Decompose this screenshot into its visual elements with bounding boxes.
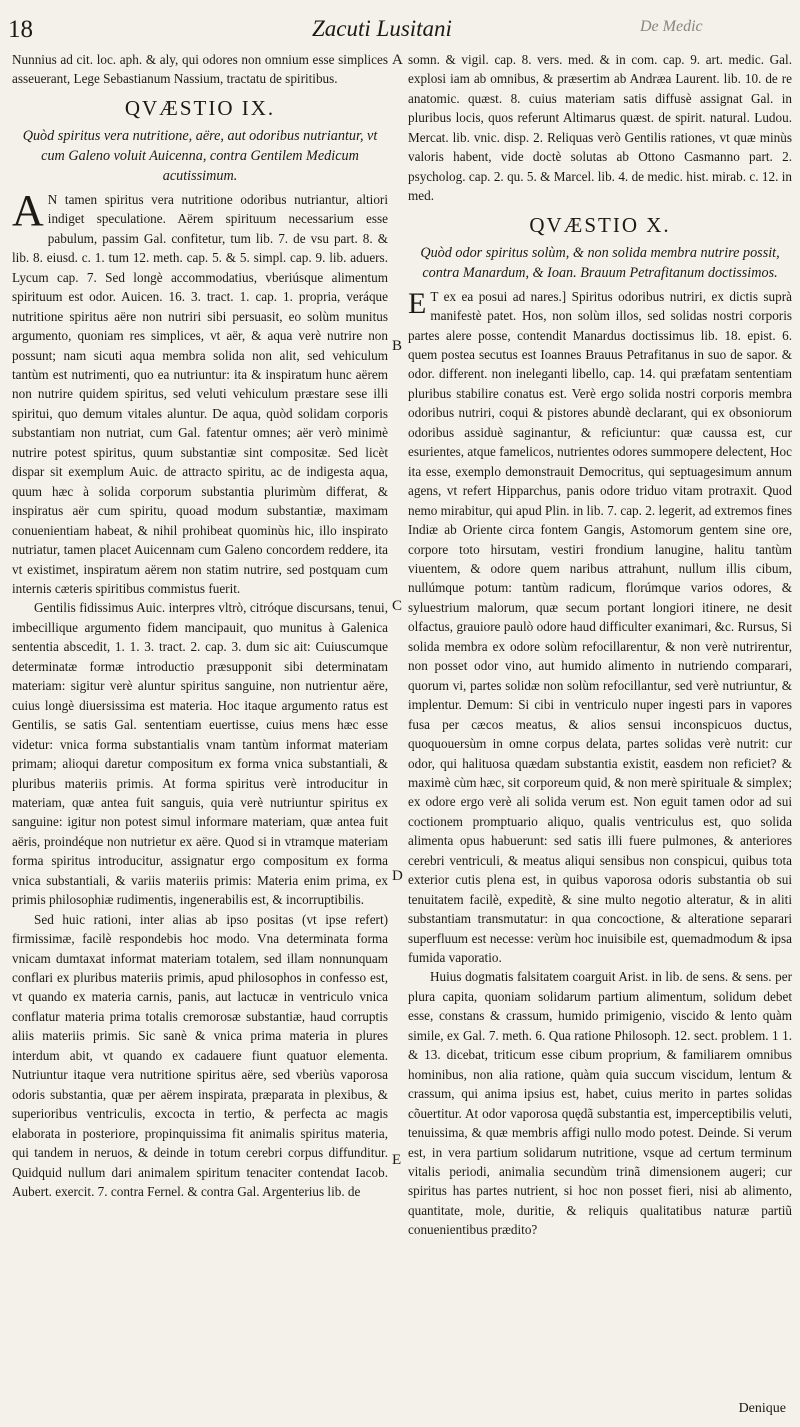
paragraph: Gentilis fidissimus Auic. interpres vltrò, citróque discursans, tenui, imbecillique argumento fidem mancipauit, quo munitus à Galenica sententia abscedit, 1. 1. 3. tract. 2. cap. 3. dum sic ait: Cuiuscumque determinatæ formæ introductio præsupponit sibi determinatam materiam: sigitur verè aluntur spiritus sanguine, non nutrientur aëre, cuius longè diuersissima est materia. Hoc itaque argumento ratus est Gentilis, se satis Gal. sententiam euertisse, cuius mens hæc esse videtur: vnica forma substantialis vnam tantùm informat materiam primam; alioqui daretur compositum ex forma vnica substantiali, & pluribus materiis primis. At forma spiritus verè introducitur in materiam, quæ antea fuit sanguis, quia verè nutriuntur spiritus ex sanguine: igitur non potest simul informare materiam, quæ antea fuit aëris, proindéque non nutrietur ex aëre. Quod si in vtramque materiam forma spiritus introducitur, assignatur ergo compositum ex forma vnica substantiali, & variis materiis primis: Materia enim prima, ex primis philosophiæ rudimentis, ingenerabilis est, & incorruptibilis. xyxy=(12,600,388,908)
margin-letter-d: D xyxy=(392,868,403,884)
faded-show-through: De Medic xyxy=(640,18,703,35)
question-9-subtitle: Quòd spiritus vera nutritione, aëre, aut odoribus nutriantur, vt cum Galeno voluit Auicenna, contra Gentilem Medicum acutissimum. xyxy=(22,127,378,184)
margin-letter-c: C xyxy=(392,598,403,614)
right-column xyxy=(408,50,792,1240)
paragraph: Huius dogmatis falsitatem coarguit Arist. in lib. de sens. & sens. per plura capita, quoniam solidarum partium alimentum, solidum debet esse, constans & crassum, humido primigenio, viscido & lento quàm simile, ex Gal. 7. meth. 6. Qua ratione Philosoph. 12. sect. problem. 1 1. & 13. dicebat, triticum esse cibum proprium, & familiarem omnibus hominibus, non alia ratione, quàm quia succum viscidum, lentum & crassum, qui anima ipsius est, habet, cuius merito in partes solidas cõuertitur. At odor vaporosa quędã substantia est, imperceptibilis veluti, tenuissima, & quæ membris affigi nullo modo potest. Deinde. Si verum est, in vera partium solidarum nutritione, vsque ad certum terminum vitalis periodi, animalia secundùm trinã dimensionem augeri; cur spiritus has partes nutrient, si hoc non posset fieri, nisi ab alimento, quantitate, mole, duritie, & reliquis qualitatibus naturæ partiũ conuenientibus prædito? xyxy=(408,969,792,1238)
continued-text: Nunnius ad cit. loc. aph. & aly, qui odores non omnium esse simplices asseuerant, Lege Sebastianum Nassium, tractatu de spiritibus. xyxy=(12,52,388,87)
question-9-heading: QVÆSTIO IX. xyxy=(124,95,276,120)
catchword: Denique xyxy=(738,1401,786,1416)
left-column xyxy=(12,50,388,1201)
paragraph: Sed huic rationi, inter alias ab ipso positas (vt ipse refert) firmissimæ, facilè respondebis hoc modo. Vna determinata forma vnicam dumtaxat informat materiam totalem, sed illam nonnunquam conflari ex pluribus materiis primis, apud philosophos in confesso est, vt quando ex materia carnis, panis, aut lactucæ in ventriculo vnica conflatur materia prima totalis cremorosæ substantiæ, haud corruptis aliis materiis primis. Sic sanè & vnica prima materia in plures interdum abit, vt quando ex cadauere fiunt quatuor elementa. Nutriuntur itaque vera nutritione spiritus aëre, sed vberiùs vaporosa odoris substantia, quæ per aërem inspirata, præparata in plexibus, & superioribus ventriculis, excocta in tertio, & perfecta ac magis elaborata in posteriore, propinquissima fit animalis spiritus materia, qui tandem in neruos, & deinde in totum cerebri corpus diffunditur. Quidquid nullum dari animalem spiritum tenaciter contendat Iacob. Aubert. exercit. 7. contra Fernel. & contra Gal. Argenterius lib. de xyxy=(12,911,388,1200)
drop-cap: E xyxy=(408,286,427,320)
running-title: Zacuti Lusitani xyxy=(312,16,452,41)
page-header xyxy=(0,16,800,50)
paragraph-text: N tamen spiritus vera nutritione odoribus nutriantur, altiori indiget speculatione. Aërem spirituum necessarium esse pabulum, passim Gal. confitetur, tum lib. 7. de vsu part. 8. & lib. 8. eiusd. c. 1. tum 12. meth. cap. 5. & 5. simpl. cap. 9. lib. aduers. Lycum cap. 7. Sed longè accommodatius, vberiúsque alimentum spirituum est odor. Auicen. 16. 3. tract. 1. cap. 1. propria, veráque nutritione spiritus aëre non nutriri sibi persuasit, eo solùm munitus argumento, quoniam res simplices, vt aër, & aqua verè nutrire non possunt; nam sicuti aqua membra solida non alit, sed vehiculum tantùm est nutrimenti, quo ea nutriuntur: ita & inspiratum hunc aërem non nutrire quidem spiritus, sed veluti vehiculum præstare sese illi spiritui, quo demum vitales aluntur. De aqua, quòd solidam corporis substantiam non nutriat, cum Gal. fatentur omnes; aër verò minimè nutrire potest spiritus, quum substantiæ sint compositæ. Sed licèt dispar sit exemplum Auic. de attracto spiritu, ac de indigesta aqua, quum hæc à solida corporum substantia plurimùm differat, & inspiratus aër cum spiritu, quoad modum substantiæ, maximam conuenientiam habeat, & nihil prohibeat quominùs hic, illo inspirato nutriatur, tamen placet Auicennam cum Galeno concordem reddere, ita vt existimet, inspiratum aërem non statim nutrire, sed postquam cum internis cæteris spiritibus commistus fuerit. xyxy=(12,191,388,596)
question-10-heading: QVÆSTIO X. xyxy=(529,212,671,237)
margin-letter-b: B xyxy=(392,338,403,354)
question-10-subtitle: Quòd odor spiritus solùm, & non solida membra nutrire possit, contra Manardum, & Ioan. Brauum Petrafitanum doctissimos. xyxy=(420,244,780,281)
page-number: 18 xyxy=(8,16,33,43)
paragraph xyxy=(12,185,388,599)
margin-letter-e: E xyxy=(392,1152,402,1168)
drop-cap: A xyxy=(12,185,44,235)
continued-text: somn. & vigil. cap. 8. vers. med. & in com. cap. 9. art. medic. Gal. explosi iam ab omnibus, & præsertim ab Andræa Laurent. lib. 10. de re anatomic. quæst. 8. cuius materiam satis diffusè assignat Gal. in pluribus locis, quos referunt Altimarus quæst. de spirit. natural. Ludou. Mercat. lib. vnic. disp. 2. Reliquas verò Gentilis rationes, vt quæ minùs valoris habent, vide doctè solutas ab Ottono Casmanno part. 2. psycholog. cap. 2. qu. 5. & Marcel. lib. 4. de medic. hist. mirab. c. 12. in med. xyxy=(408,52,792,204)
paragraph xyxy=(408,287,792,968)
margin-letter-a: A xyxy=(392,52,403,68)
paragraph-text: T ex ea posui ad nares.] Spiritus odoribus nutriri, ex dictis suprà manifestè patet. Hos, non solùm illos, sed solidas nostri corporis partes alere posse, contendit Manardus doctissimus lib. 18. epist. 6. quem postea secutus est Ioannes Brauus Petrafitanus in suo de sapor. & odor. different. non ineleganti libello, cap. 14. qui præfatam sententiam pluribus stabilire conatus est. Verè ergo solida nostri corporis membra odoribus nutriri, coqui & pistores abundè declarant, qui ex obsoniorum odoribus assiduè saginantur, & reficiuntur: quæ caussa est, cur esurientes, atque famelicos, nutrientes odores summopere delectent, Hoc ita esse, exemplo demonstrauit Democritus, qui septuagesimum annum agens, vt refert Hipparchus, panis odore triduo vitam protraxit. Quod nemo mirabitur, qui apud Plin. in lib. 7. cap. 2. legerit, ad extremos fines Indiæ ab Oriente circa fontem Gangis, Astomorum gentem sine ore, corpore toto hirsutam, vestiri frondium lanugine, halitu tantùm viuentem, & odore quem naribus attrahunt, nullum illis cibum, nullúmque potum: tantùm radicum, florúmque varios odores, & syluestrium malorum, quæ secum portant longiori itinere, ne desit olfactus, grauiore paulò odore haud difficulter exanimari, &c. Rursus, Si solida membra ex odore solùm refocillarentur, & non verè nutrirentur, non posset odor vino, aut humido alimento in nutriendo comparari, quorum vi, partes solidæ non solùm refocillantur, sed verè nutriuntur, & implentur. Demum: Si cibi in ventriculo nuper ingesti pars in vapores fusa per cæcos meatus, & alios sensui inconspicuos ductus, quoquouersùm in omne corpus delata, partes solidas verè nutrit: cur odor, qui halituosa quædam substantia existit, easdem non reficiet? & maximè cùm hæc, sit corporeum quid, & non merè spirituale & simplex; ex odore ergo verè ali solida verum est. Non eguit tamen odor ad sui coctionem promptuario aliquo, qualis ventriculus est, quo solida alimenta opus habuerunt: sed satis illi fuere pulmones, & anteriores cerebri ventriculi, & meatus aliqui sensibus non conspicui, quibus tota exterior cutis plena est, in quibus vaporosa odoris substantia ob sui tenuitatem facilè, expeditè, & sine multo negotio alteratur, & in aliti substantiam transmutatur: in qua concoctione, & alteratione separari superfluum est necesse: verùm hoc inuisibile est, quemadmodum & ipsa fumida vaporatio. xyxy=(408,288,792,966)
